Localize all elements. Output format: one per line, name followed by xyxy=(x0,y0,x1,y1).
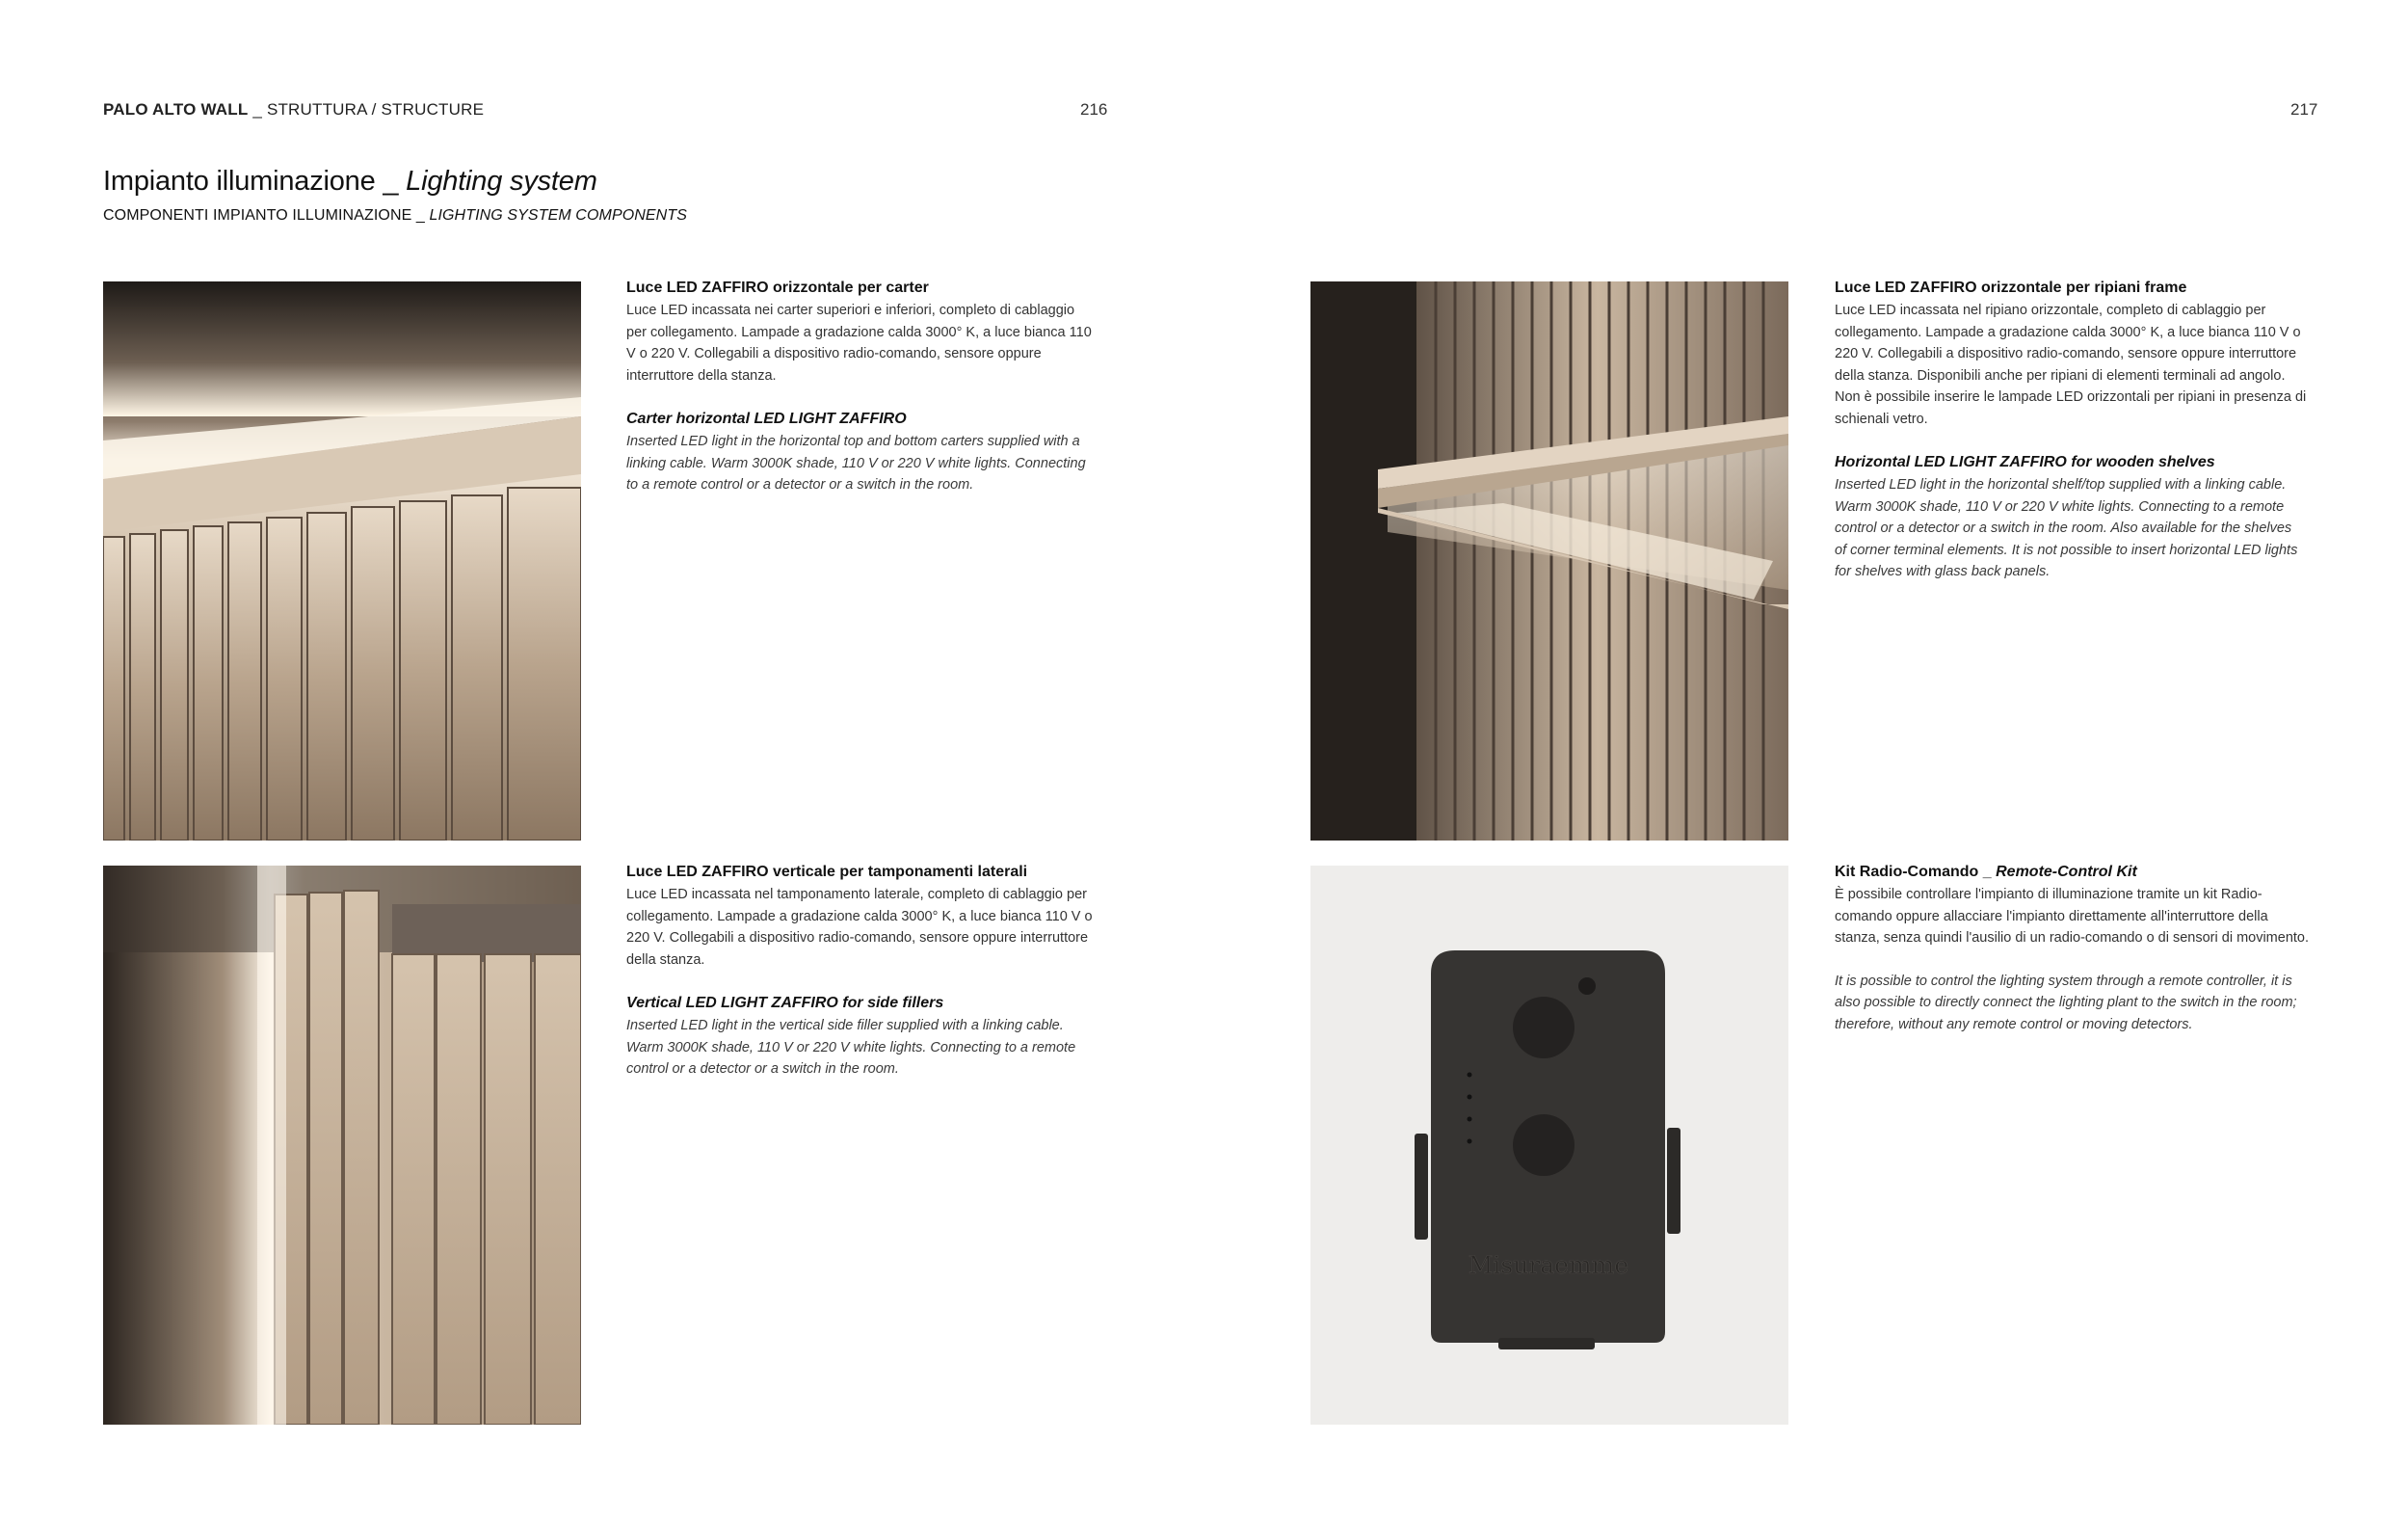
title-english: Lighting system xyxy=(406,166,597,197)
section-label: _ STRUTTURA / STRUCTURE xyxy=(248,100,485,119)
product-title-en: Horizontal LED LIGHT ZAFFIRO for wooden shelves xyxy=(1835,454,2215,470)
product-title-it: Luce LED ZAFFIRO verticale per tamponamenti laterali xyxy=(626,864,1028,880)
side-filler-led-illustration xyxy=(103,866,581,1425)
photo-carter-led xyxy=(103,281,581,841)
product-block-remote-kit xyxy=(1835,861,2316,1035)
product-description-it: Luce LED incassata nel tamponamento laterale, completo di cablaggio per collegamento. Lampade a gradazione calda 3000° K, a luce bianca 110 V o 220 V. Collegabili a dispositivo radio-comando, sensore oppure interruttore della stanza. xyxy=(626,887,1093,968)
product-description-it: Luce LED incassata nel ripiano orizzontale, completo di cablaggio per collegamento. Lampade a gradazione calda 3000° K, a luce bianca 110 V o 220 V. Collegabili a dispositivo radio-comando, sensore oppure interruttore della stanza. Disponibili anche per ripiani di elementi terminali ad angolo. Non è possibile inserire le lampade LED orizzontali per ripiani in presenza di schienali vetro. xyxy=(1835,303,2307,427)
product-description-it: È possibile controllare l'impianto di illuminazione tramite un kit Radio-comando oppure allacciare l'impianto direttamente all'interruttore della stanza, senza quindi l'ausilio di un radio-comando o di sensori di movimento. xyxy=(1835,887,2310,946)
remote-logo-text: Misuraemme xyxy=(1468,1251,1629,1279)
remote-control-illustration xyxy=(1310,866,1788,1425)
product-title-en: Remote-Control Kit xyxy=(1996,864,2137,880)
product-block-carter xyxy=(626,277,1098,496)
carter-led-illustration xyxy=(103,281,581,841)
product-description-it: Luce LED incassata nei carter superiori e inferiori, completo di cablaggio per collegamento. Lampade a gradazione calda 3000° K, a luce bianca 110 V o 220 V. Collegabili a dispositivo radio-comando, sensore oppure interruttore della stanza. xyxy=(626,303,1092,384)
product-description-en: Inserted LED light in the horizontal top and bottom carters supplied with a linking cable. Warm 3000K shade, 110 V or 220 V white lights. Connecting to a remote control or a detector or a switch in the room. xyxy=(626,434,1086,493)
product-block-shelf xyxy=(1835,277,2307,583)
title-italian: Impianto illuminazione _ xyxy=(103,166,407,197)
page-number-left: 216 xyxy=(1080,100,1108,119)
product-title-en: Carter horizontal LED LIGHT ZAFFIRO xyxy=(626,411,907,427)
shelf-led-illustration xyxy=(1310,281,1788,841)
product-description-en: It is possible to control the lighting system through a remote controller, it is also possible to directly connect the lighting plant to the switch in the room; therefore, without any remote control or moving detectors. xyxy=(1835,973,2297,1032)
product-title xyxy=(1835,861,2316,884)
product-title-it: Luce LED ZAFFIRO orizzontale per ripiani frame xyxy=(1835,280,2187,296)
page-title xyxy=(103,166,597,198)
product-block-side-filler xyxy=(626,861,1098,1081)
brand-name: PALO ALTO WALL xyxy=(103,100,249,119)
product-title-it: Luce LED ZAFFIRO orizzontale per carter xyxy=(626,280,929,296)
page-subtitle xyxy=(103,207,687,225)
product-title-en: Vertical LED LIGHT ZAFFIRO for side fillers xyxy=(626,995,944,1011)
product-description-en: Inserted LED light in the vertical side filler supplied with a linking cable. Warm 3000K shade, 110 V or 220 V white lights. Connecting to a remote control or a detector or a switch in the room. xyxy=(626,1018,1076,1077)
running-header xyxy=(103,100,484,120)
photo-side-filler-led xyxy=(103,866,581,1425)
photo-remote-control xyxy=(1310,866,1788,1425)
product-description-en: Inserted LED light in the horizontal shelf/top supplied with a linking cable. Warm 3000K shade, 110 V or 220 V white lights. Connecting to a remote control or a detector or a switch in the room. Also available for the shelves of corner terminal elements. It is not possible to insert horizontal LED lights for shelves with glass back panels. xyxy=(1835,477,2298,579)
photo-shelf-led xyxy=(1310,281,1788,841)
product-title-it: Kit Radio-Comando _ xyxy=(1835,864,1997,880)
page-number-right: 217 xyxy=(2290,100,2318,119)
subtitle-english: LIGHTING SYSTEM COMPONENTS xyxy=(429,207,687,224)
subtitle-italian: COMPONENTI IMPIANTO ILLUMINAZIONE _ xyxy=(103,207,430,224)
